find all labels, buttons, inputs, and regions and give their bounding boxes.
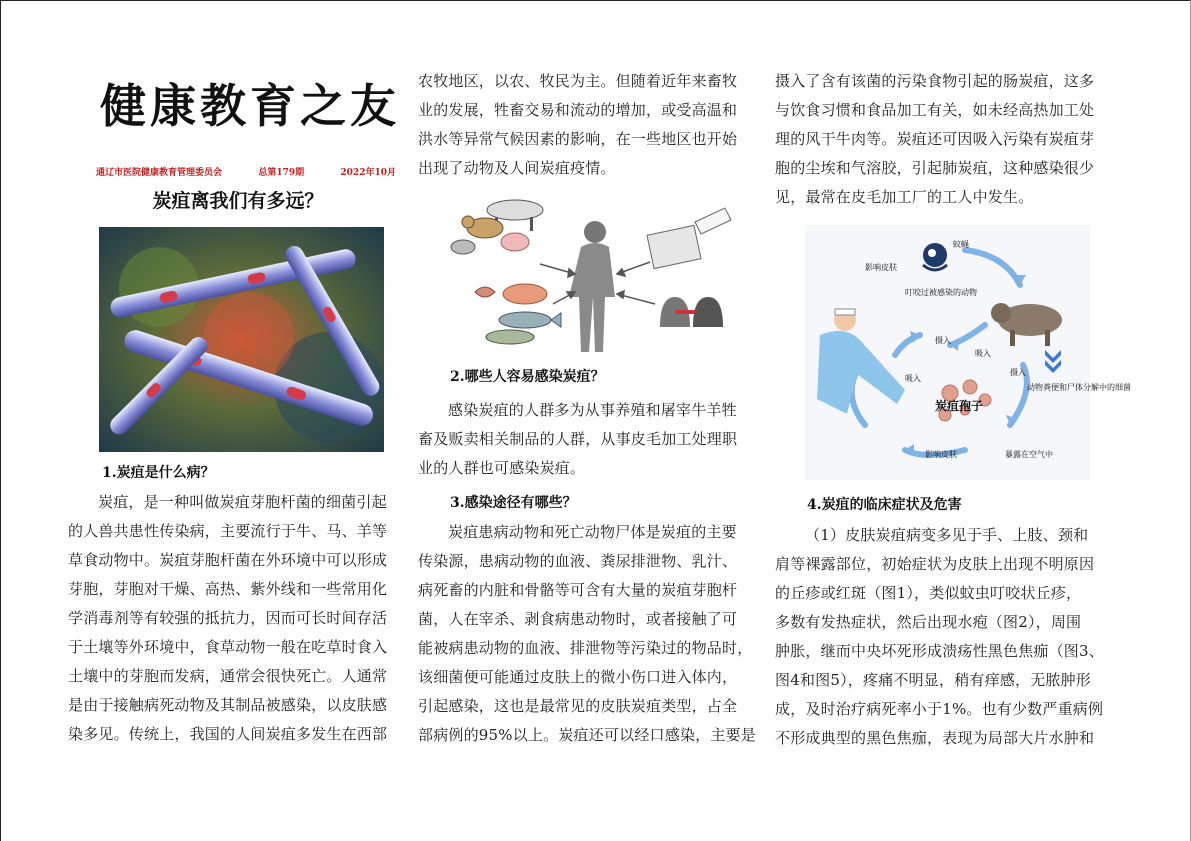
transmission-sources-figure [445, 192, 745, 360]
column-3-sec4 [775, 521, 1115, 753]
body-line: 菌，人在宰杀、剥食病患动物时，或者接触了可 [418, 610, 738, 628]
label-inhale-1: 吸入 [975, 349, 991, 358]
body-line: 感染炭疽的人群多为从事养殖和屠宰牛羊牲 [448, 401, 737, 419]
publisher: 通辽市医院健康教育管理委员会 [96, 168, 223, 178]
infection-cycle-diagram [805, 225, 1131, 480]
column-2-sec2 [418, 396, 763, 483]
page-border-left [0, 0, 1, 841]
label-skin-top: 影响皮肤 [865, 263, 897, 272]
body-line: 肿胀，继而中央坏死形成溃疡性黑色焦痂（图3、 [775, 642, 1104, 660]
body-line: 病死畜的内脏和骨骼等可含有大量的炭疽芽胞杆 [418, 581, 738, 599]
body-line: 成，及时治疗病死率小于1%。也有少数严重病例 [775, 700, 1104, 718]
mosquito-icon [923, 243, 947, 270]
newsletter-masthead: 健康教育之友 [100, 79, 400, 133]
page-border-top [0, 0, 1191, 1]
section-heading-3: 3.感染途径有哪些？ [450, 495, 577, 511]
label-bitten: 叮咬过被感染的动物 [905, 288, 977, 297]
body-line: 业的人群也可感染炭疽。 [418, 459, 586, 477]
body-line: 农牧地区，以农、牧民为主。但随着近年来畜牧 [418, 72, 738, 90]
body-line: 洪水等异常气候因素的影响，在一些地区也开始 [418, 130, 738, 148]
label-ingest-1: 摄入 [935, 336, 951, 345]
body-line: 炭疽患病动物和死亡动物尸体是炭疽的主要 [448, 523, 737, 541]
body-line: （1）皮肤炭疽病变多见于手、上肢、颈和 [805, 526, 1089, 544]
body-line: 传染源，患病动物的血液、粪尿排泄物、乳汁、 [418, 552, 738, 570]
column-1-body [68, 488, 408, 749]
body-line: 理的风干牛肉等。炭疽还可因吸入污染有炭疽芽 [775, 130, 1095, 148]
column-2-sec3 [418, 518, 763, 750]
column-3-heading4 [775, 494, 1115, 514]
body-line: 与饮食习惯和食品加工有关，如未经高热加工处 [775, 101, 1095, 119]
section-heading-1: 1.炭疽是什么病？ [102, 465, 215, 481]
anthrax-bacteria-image [99, 227, 384, 452]
body-line: 不形成典型的黑色焦痂，表现为局部大片水肿和 [775, 729, 1095, 747]
issue-line [96, 165, 396, 178]
issue-date: 2022年10月 [340, 168, 396, 178]
body-line: 肩等裸露部位，初始症状为皮肤上出现不明原因 [775, 555, 1095, 573]
label-skin-bottom: 影响皮肤 [925, 450, 957, 459]
column-1 [68, 462, 408, 482]
label-spores: 炭疽孢子 [935, 399, 984, 413]
body-line: 该细菌便可能通过皮肤上的微小伤口进入体内， [418, 668, 738, 686]
body-line: 图4和图5），疼痛不明显，稍有痒感，无脓肿形 [775, 671, 1091, 689]
label-inhale-2: 吸入 [905, 374, 921, 383]
label-mosquito: 蚊蝇 [953, 240, 969, 249]
body-line: 出现了动物及人间炭疽疫情。 [418, 159, 616, 177]
label-decomp: 动物粪便和尸体分解中的细菌 [1027, 383, 1131, 392]
body-line: 草食动物中。炭疽芽胞杆菌在外环境中可以形成 [68, 551, 388, 569]
body-line: 的人兽共患性传染病，主要流行于牛、马、羊等 [68, 522, 388, 540]
section-heading-4: 4.炭疽的临床症状及危害 [807, 497, 962, 513]
body-line: 学消毒剂等有较强的抵抗力，因而可长时间存活 [68, 609, 388, 627]
hand-hide-icon [647, 208, 731, 269]
body-line: 多数有发热症状，然后出现水疱（图2），周围 [775, 613, 1082, 631]
section-heading-2: 2.哪些人容易感染炭疽？ [450, 369, 605, 385]
label-exposed: 暴露在空气中 [1005, 450, 1053, 459]
body-line: 畜及贩卖相关制品的人群，从事皮毛加工处理职 [418, 430, 738, 448]
column-2-mid [418, 366, 763, 386]
label-ingest-2: 摄入 [1010, 368, 1026, 377]
body-line: 部病例的95%以上。炭疽还可以经口感染，主要是 [418, 726, 756, 744]
body-line: 的丘疹或红斑（图1），类似蚊虫叮咬状丘疹， [775, 584, 1082, 602]
body-line: 能被病患动物的血液、排泄物等污染过的物品时， [418, 639, 753, 657]
body-line: 于土壤等外环境中，食草动物一般在吃草时食入 [68, 638, 388, 656]
livestock-icon [451, 200, 543, 254]
body-line: 业的发展，牲畜交易和流动的增加，或受高温和 [418, 101, 738, 119]
column-2-heading3 [418, 492, 763, 512]
body-line: 胞的尘埃和气溶胶，引起肺炭疽，这种感染很少 [775, 159, 1095, 177]
body-line: 土壤中的芽胞而发病，通常会很快死亡。人通常 [68, 667, 388, 685]
workers-icon [660, 297, 723, 327]
body-line: 见，最常在皮毛加工厂的工人中发生。 [775, 188, 1034, 206]
column-2-top [418, 67, 763, 183]
body-line: 摄入了含有该菌的污染食物引起的肠炭疽，这多 [775, 72, 1095, 90]
body-line: 染多见。传统上，我国的人间炭疽多发生在西部 [68, 725, 388, 743]
body-line: 是由于接触病死动物及其制品被感染，以皮肤感 [68, 696, 388, 714]
meat-fish-icon [475, 284, 561, 344]
column-3-top [775, 67, 1115, 212]
body-line: 芽胞，芽胞对干燥、高热、紫外线和一些常用化 [68, 580, 388, 598]
person-silhouette-icon [569, 221, 615, 352]
issue-number: 总第179期 [258, 168, 305, 178]
body-line: 引起感染，这也是最常见的皮肤炭疽类型，占全 [418, 697, 738, 715]
article-title: 炭疽离我们有多远？ [152, 190, 324, 212]
body-line: 炭疽，是一种叫做炭疽芽胞杆菌的细菌引起 [98, 493, 387, 511]
